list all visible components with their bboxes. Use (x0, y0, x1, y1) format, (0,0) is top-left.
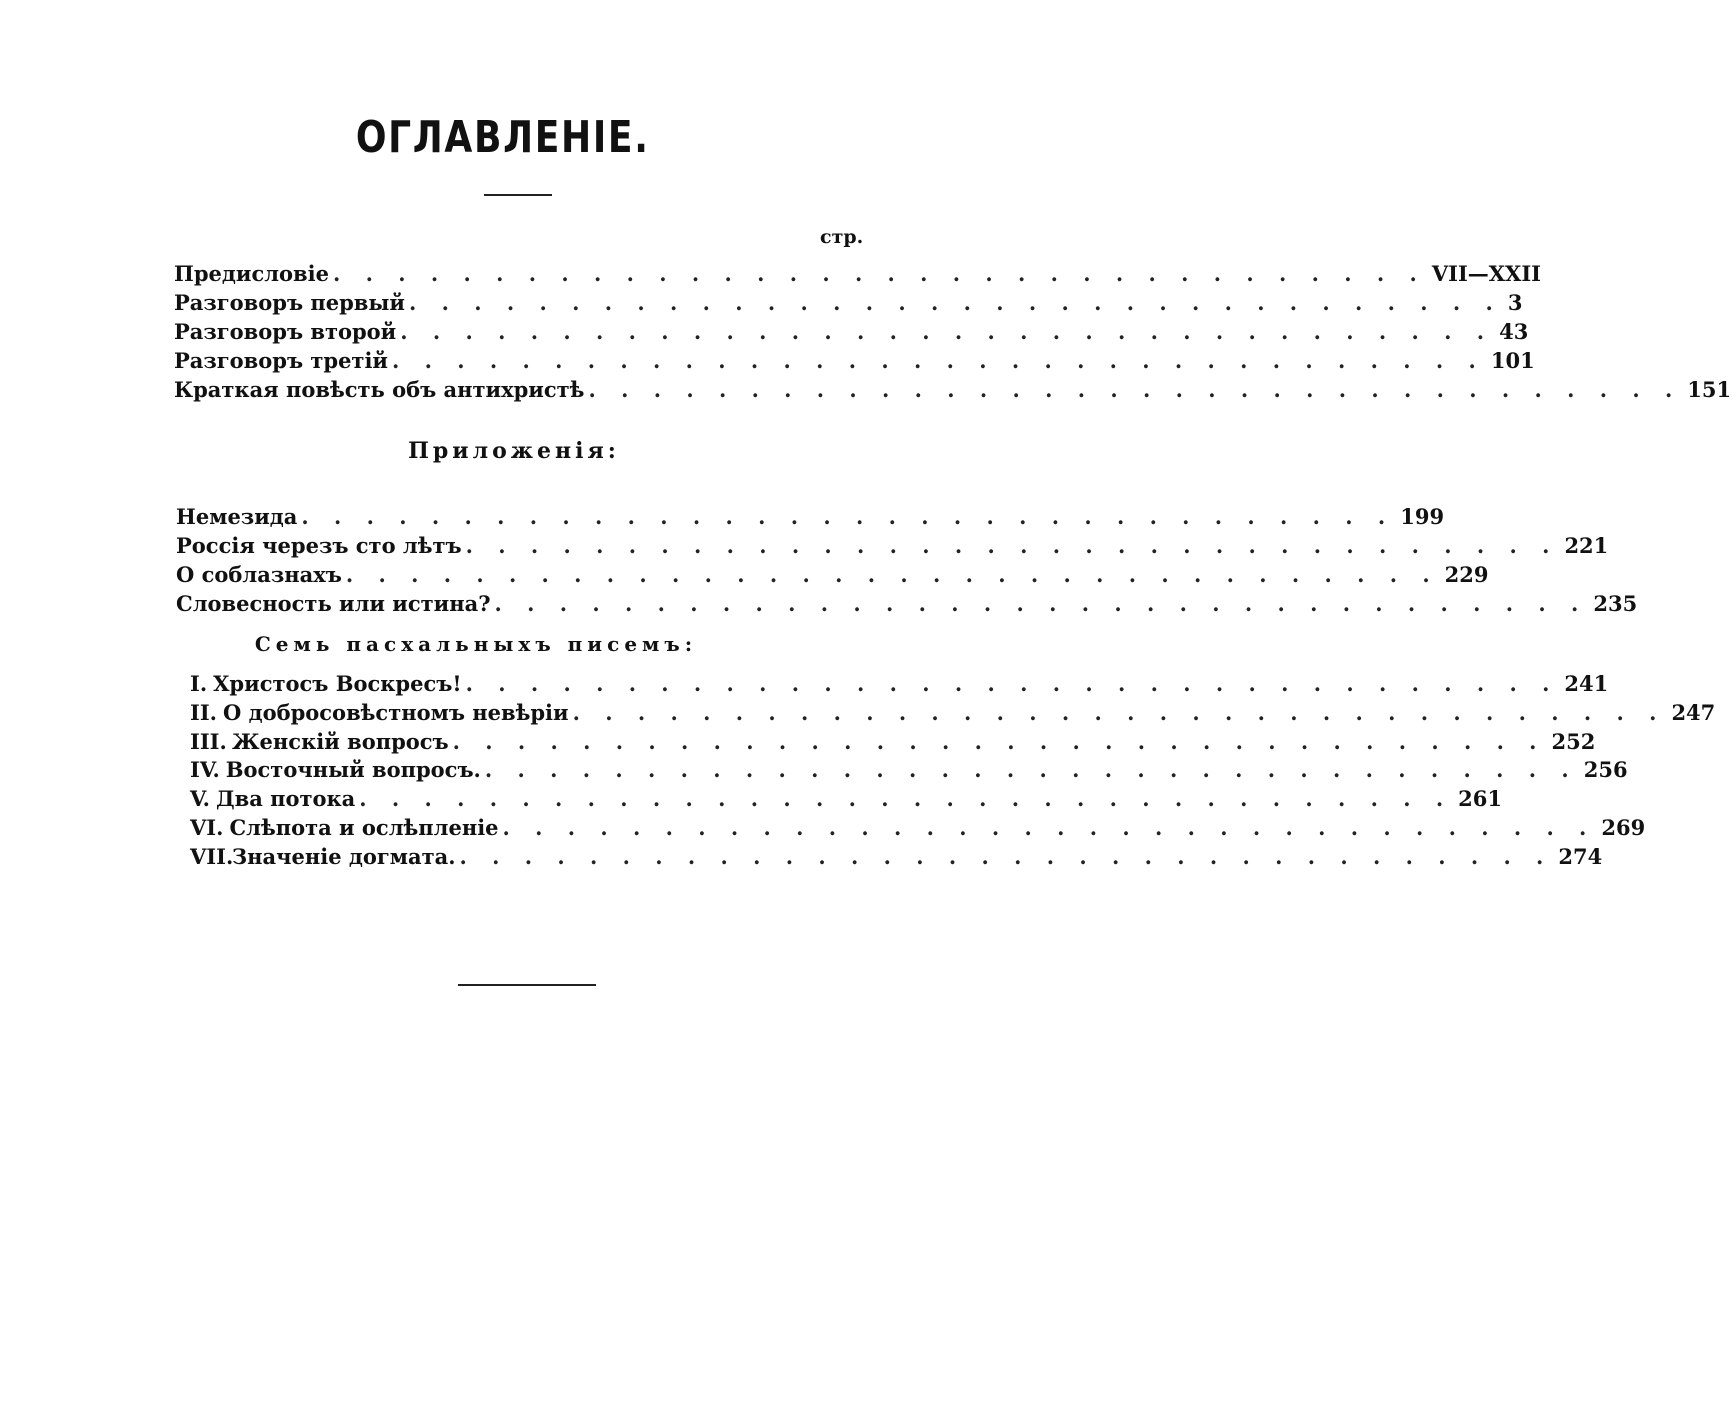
toc-entry-label: Немезида (176, 504, 298, 529)
leader-dots: . . . . . . . . . . . . . . . . . . . . . . . . . . . . . . . . . . (494, 591, 1588, 616)
toc-entry-page: 151 (1687, 377, 1731, 402)
leader-dots: . . . . . . . . . . . . . . . . . . . . . . . . . . . . . . . . . . (392, 348, 1485, 373)
leader-dots: . . . . . . . . . . . . . . . . . . . . . . . . . . . . . . . . . . (345, 562, 1439, 587)
toc-entry-number: II. (190, 700, 217, 725)
toc-entry-page: 269 (1601, 815, 1646, 840)
toc-entry[interactable] (190, 757, 1628, 786)
toc-entry-label: Слѣпота и ослѣпленіе (229, 815, 499, 840)
toc-entry[interactable] (190, 844, 1603, 873)
toc-entry-page: 274 (1558, 844, 1603, 869)
toc-entry-number: I. (190, 671, 208, 696)
toc-entry-label: О добросовѣстномъ невѣріи (222, 700, 569, 725)
closing-divider (458, 984, 596, 986)
toc-entry-page: 101 (1490, 348, 1535, 373)
toc-entry[interactable] (176, 504, 1445, 533)
toc-entry[interactable] (174, 348, 1535, 377)
toc-entry-page: 229 (1444, 562, 1489, 587)
toc-entry-label: Значеніе догмата. (232, 844, 456, 869)
leader-dots: . . . . . . . . . . . . . . . . . . . . . . . . . . . . . . . . . . (452, 729, 1546, 754)
page-title: ОГЛАВЛЕНІЕ. (355, 112, 650, 163)
toc-entry[interactable] (174, 377, 1731, 406)
toc-entry-label: Краткая повѣсть объ антихристѣ (174, 377, 585, 402)
toc-entry-page: VII—XXII (1431, 261, 1542, 286)
toc-entry-label: Разговоръ третій (174, 348, 388, 373)
leader-dots: . . . . . . . . . . . . . . . . . . . . . . . . . . . . . . . . . . (572, 700, 1666, 725)
toc-entry[interactable] (174, 319, 1529, 348)
toc-entry[interactable] (174, 261, 1542, 290)
leader-dots: . . . . . . . . . . . . . . . . . . . . . . . . . . . . . . . . . . (359, 786, 1453, 811)
letters-heading: Семь пасхальныхъ писемъ: (254, 632, 698, 656)
leader-dots: . . . . . . . . . . . . . . . . . . . . . . . . . . . . . . . . . . (301, 504, 1395, 529)
leader-dots: . . . . . . . . . . . . . . . . . . . . . . . . . . . . . . . . . . (502, 815, 1596, 840)
toc-entry-page: 256 (1583, 757, 1628, 782)
toc-entry[interactable] (190, 786, 1502, 815)
toc-entry-label: О соблазнахъ (176, 562, 342, 587)
toc-entry[interactable] (176, 533, 1609, 562)
appendix-heading: Приложенія: (408, 438, 620, 464)
toc-entry[interactable] (174, 290, 1523, 319)
toc-entry-page: 235 (1593, 591, 1638, 616)
toc-entry-page: 43 (1499, 319, 1529, 344)
toc-entry-label: Христосъ Воскресъ! (213, 671, 462, 696)
leader-dots: . . . . . . . . . . . . . . . . . . . . . . . . . . . . . . . . . . (400, 319, 1494, 344)
toc-entry-label: Разговоръ второй (174, 319, 397, 344)
toc-entry-number: VI. (190, 815, 224, 840)
toc-entry-number: VII. (190, 844, 234, 869)
toc-entry-label: Россія черезъ сто лѣтъ (176, 533, 462, 558)
toc-entry-page: 261 (1458, 786, 1502, 811)
toc-entry-number: IV. (190, 757, 220, 782)
toc-entry[interactable] (190, 815, 1646, 844)
toc-entry-page: 199 (1400, 504, 1445, 529)
toc-entry-page: 3 (1507, 290, 1523, 315)
toc-entry[interactable] (176, 591, 1638, 620)
toc-entry[interactable] (190, 700, 1716, 729)
leader-dots: . . . . . . . . . . . . . . . . . . . . . . . . . . . . . . . . . . (332, 261, 1426, 286)
toc-entry-label: Восточный вопросъ. (225, 757, 481, 782)
leader-dots: . . . . . . . . . . . . . . . . . . . . . . . . . . . . . . . . . . (459, 844, 1553, 869)
toc-entry-number: V. (190, 786, 210, 811)
leader-dots: . . . . . . . . . . . . . . . . . . . . . . . . . . . . . . . . . . (409, 290, 1502, 315)
leader-dots: . . . . . . . . . . . . . . . . . . . . . . . . . . . . . . . . . . (588, 377, 1682, 402)
toc-entry-label: Два потока (215, 786, 356, 811)
toc-entry[interactable] (190, 729, 1596, 758)
toc-entry-page: 247 (1671, 700, 1716, 725)
toc-entry-label: Женскій вопросъ (232, 729, 449, 754)
title-divider (484, 194, 552, 196)
leader-dots: . . . . . . . . . . . . . . . . . . . . . . . . . . . . . . . . . . (484, 757, 1578, 782)
toc-entry-page: 252 (1551, 729, 1596, 754)
toc-entry-label: Словесность или истина? (176, 591, 491, 616)
toc-entry[interactable] (176, 562, 1489, 591)
toc-entry-page: 241 (1564, 671, 1609, 696)
leader-dots: . . . . . . . . . . . . . . . . . . . . . . . . . . . . . . . . . . (465, 671, 1559, 696)
toc-entry-label: Предисловіе (174, 261, 329, 286)
toc-entry-label: Разговоръ первый (174, 290, 406, 315)
toc-entry-page: 221 (1564, 533, 1609, 558)
page-column-header: стр. (820, 226, 864, 248)
toc-entry-number: III. (190, 729, 227, 754)
toc-entry[interactable] (190, 671, 1609, 700)
leader-dots: . . . . . . . . . . . . . . . . . . . . . . . . . . . . . . . . . . (465, 533, 1559, 558)
